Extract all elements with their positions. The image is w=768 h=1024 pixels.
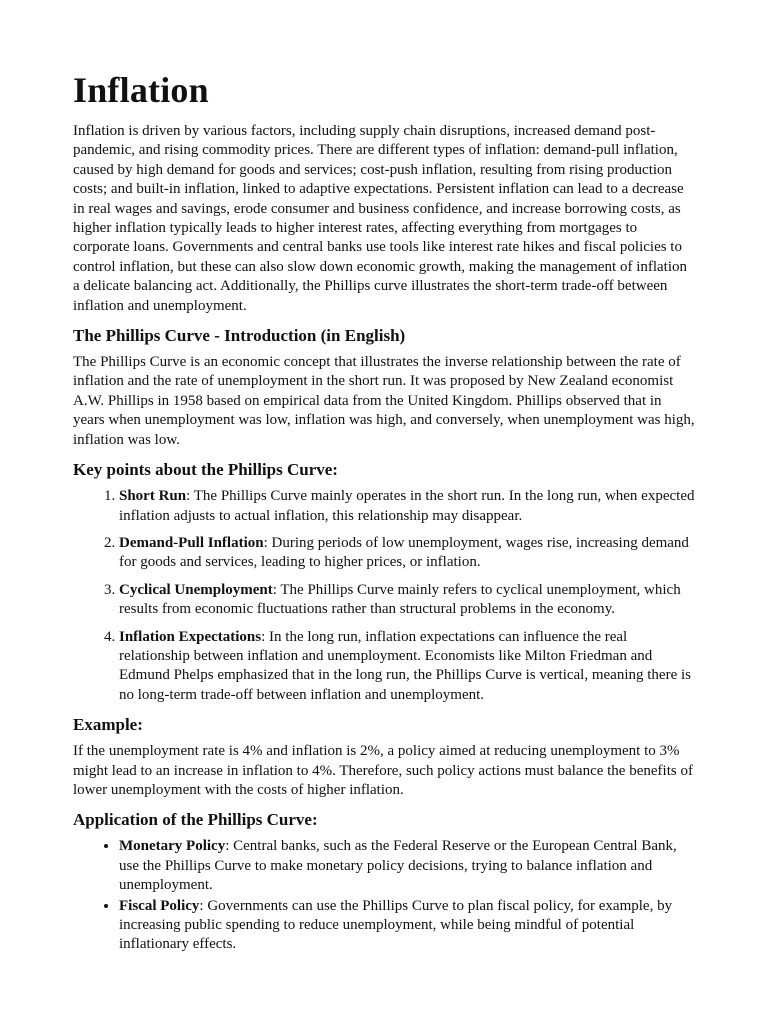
list-item-term: Inflation Expectations [119,628,262,645]
list-item-term: Short Run [119,488,187,505]
example-heading: Example: [73,715,143,735]
key-points-list [73,487,696,705]
phillips-intro-paragraph: The Phillips Curve is an economic concept that illustrates the inverse relationship between the rate of inflation and the rate of unemployment in the short run. It was proposed by New Zealand economist A.W. Phillips in 1958 based on empirical data from the United Kingdom. Phillips observed that in years when unemployment was low, inflation was high, and conversely, when unemployment was high, inflation was low. [73,354,695,448]
list-item-text: : During periods of low unemployment, wages rise, increasing demand for goods and services, leading to higher prices, or inflation. [119,534,689,571]
example-paragraph: If the unemployment rate is 4% and inflation is 2%, a policy aimed at reducing unemployment to 3% might lead to an increase in inflation to 4%. Therefore, such policy actions must balance the benefits of lower unemployment with the costs of higher inflation. [73,743,693,798]
list-item-term: Cyclical Unemployment [119,581,273,598]
list-item-term: Demand-Pull Inflation [119,534,264,551]
list-item [119,534,696,573]
list-item [119,628,696,706]
list-item [119,581,696,620]
application-heading: Application of the Phillips Curve: [73,810,318,830]
document-title: Inflation [73,70,209,110]
list-item-text: : Central banks, such as the Federal Reserve or the European Central Bank, use the Phillips Curve to make monetary policy decisions, trying to balance inflation and unemployment. [119,838,677,894]
key-points-heading: Key points about the Phillips Curve: [73,460,338,480]
list-item [119,837,696,895]
list-item [119,487,696,526]
phillips-intro-heading: The Phillips Curve - Introduction (in English) [73,326,406,346]
list-item-text: : The Phillips Curve mainly operates in the short run. In the long run, when expected inflation adjusts to actual inflation, this relationship may disappear. [119,488,695,524]
list-item-text: : The Phillips Curve mainly refers to cyclical unemployment, which results from economic fluctuations rather than structural problems in the economy. [119,581,681,618]
application-list [73,837,696,954]
list-item [119,897,696,955]
list-item-term: Monetary Policy [119,838,226,855]
list-item-term: Fiscal Policy [119,897,200,914]
list-item-text: : Governments can use the Phillips Curve to plan fiscal policy, for example, by increasing public spending to reduce unemployment, while being mindful of potential inflationary effects. [119,897,673,953]
intro-paragraph: Inflation is driven by various factors, including supply chain disruptions, increased demand post-pandemic, and rising commodity prices. There are different types of inflation: demand-pull inflation, caused by high demand for goods and services; cost-push inflation, resulting from rising production costs; and built-in inflation, linked to adaptive expectations. Persistent inflation can lead to a decrease in real wages and savings, erode consumer and business confidence, and increase borrowing costs, as higher inflation typically leads to higher interest rates, affecting everything from mortgages to corporate loans. Governments and central banks use tools like interest rate hikes and fiscal policies to control inflation, but these can also slow down economic growth, making the management of inflation a delicate balancing act. Additionally, the Phillips curve illustrates the short-term trade-off between inflation and unemployment. [73,123,688,314]
list-item-text: : In the long run, inflation expectations can influence the real relationship between inflation and unemployment. Economists like Milton Friedman and Edmund Phelps emphasized that in the long run, the Phillips Curve is vertical, meaning there is no long-term trade-off between inflation and unemployment. [119,628,691,703]
